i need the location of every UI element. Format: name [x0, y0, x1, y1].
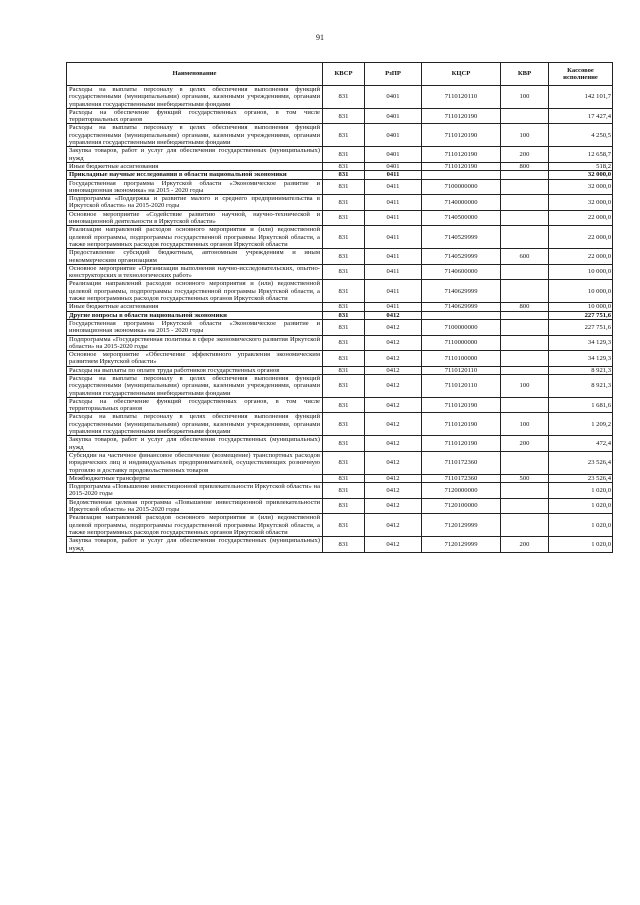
cell-kvr	[501, 195, 549, 211]
cell-kvr	[501, 179, 549, 195]
cell-name: Прикладные научные исследования в области национальной экономики	[67, 171, 323, 179]
cell-amount: 1 209,2	[549, 413, 613, 436]
cell-kvr: 800	[501, 303, 549, 311]
table-row	[67, 86, 613, 109]
cell-rzpr: 0411	[365, 303, 422, 311]
cell-amount: 17 427,4	[549, 108, 613, 124]
column-header-kvr: КВР	[501, 63, 549, 86]
cell-kvsr: 831	[323, 366, 365, 374]
cell-kvr	[501, 311, 549, 319]
table-header-row	[67, 63, 613, 86]
cell-name: Межбюджетные трансферты	[67, 474, 323, 482]
cell-kvr: 500	[501, 474, 549, 482]
budget-execution-table	[66, 62, 613, 553]
cell-kvsr: 831	[323, 124, 365, 147]
cell-name: Расходы на выплаты по оплате труда работников государственных органов	[67, 366, 323, 374]
cell-kcsr: 7120100000	[422, 498, 501, 514]
cell-rzpr: 0401	[365, 147, 422, 163]
table-row	[67, 311, 613, 319]
cell-amount: 23 526,4	[549, 474, 613, 482]
cell-amount: 23 526,4	[549, 451, 613, 474]
table-row	[67, 210, 613, 226]
cell-name: Расходы на выплаты персоналу в целях обеспечения выполнения функций государственными (муниципальными) органами, казенными учреждениями, органами управления государственными внебюджетными фондами	[67, 124, 323, 147]
cell-kvsr: 831	[323, 413, 365, 436]
cell-kcsr: 7110000000	[422, 335, 501, 351]
cell-kcsr: 7140629999	[422, 303, 501, 311]
cell-amount: 1 020,0	[549, 483, 613, 499]
cell-kcsr: 7100000000	[422, 179, 501, 195]
cell-kvsr: 831	[323, 397, 365, 413]
cell-name: Иные бюджетные ассигнования	[67, 303, 323, 311]
cell-kcsr: 7110120190	[422, 162, 501, 170]
cell-rzpr: 0411	[365, 226, 422, 249]
table-row	[67, 514, 613, 537]
cell-rzpr: 0412	[365, 451, 422, 474]
cell-kvsr: 831	[323, 514, 365, 537]
cell-kcsr: 7140600000	[422, 264, 501, 280]
table-row	[67, 280, 613, 303]
cell-kvr	[501, 498, 549, 514]
cell-rzpr: 0412	[365, 474, 422, 482]
cell-name: Ведомственная целевая программа «Повышение инвестиционной привлекательности Иркутской области» на 2015-2020 годы	[67, 498, 323, 514]
cell-kvr: 100	[501, 124, 549, 147]
cell-kvsr: 831	[323, 319, 365, 335]
cell-name: Основное мероприятие «Обеспечение эффективного управления экономическим развитием Иркутской области»	[67, 351, 323, 367]
cell-name: Расходы на обеспечение функций государственных органов, в том числе территориальных органов	[67, 397, 323, 413]
cell-amount: 32 000,0	[549, 195, 613, 211]
cell-name: Реализация направлений расходов основного мероприятия и (или) ведомственной целевой программы, подпрограммы государственной программы Иркутской области, а также непрограммных расходов государственных органов Иркутской области	[67, 514, 323, 537]
cell-amount: 1 681,6	[549, 397, 613, 413]
cell-kvr	[501, 451, 549, 474]
cell-name: Субсидии на частичное финансовое обеспечение (возмещение) транспортных расходов юридических лиц и индивидуальных предпринимателей, осуществляющих розничную торговлю и доставку продовольственных товаров	[67, 451, 323, 474]
table-row	[67, 436, 613, 452]
cell-kvsr: 831	[323, 264, 365, 280]
cell-kvsr: 831	[323, 226, 365, 249]
cell-name: Основное мероприятие «Содействие развитию научной, научно-технической и инновационной деятельности в Иркутской области»	[67, 210, 323, 226]
cell-kvsr: 831	[323, 351, 365, 367]
cell-rzpr: 0411	[365, 171, 422, 179]
cell-rzpr: 0412	[365, 413, 422, 436]
table-row	[67, 351, 613, 367]
cell-rzpr: 0412	[365, 498, 422, 514]
cell-rzpr: 0411	[365, 249, 422, 265]
cell-amount: 1 020,0	[549, 498, 613, 514]
cell-name: Государственная программа Иркутской области «Экономическое развитие и инновационная экономика» на 2015 - 2020 годы	[67, 179, 323, 195]
cell-kvr	[501, 280, 549, 303]
cell-rzpr: 0412	[365, 483, 422, 499]
cell-amount: 10 000,0	[549, 303, 613, 311]
table-row	[67, 249, 613, 265]
column-header-kcsr: КЦСР	[422, 63, 501, 86]
cell-kvr: 100	[501, 413, 549, 436]
cell-kcsr: 7110120110	[422, 366, 501, 374]
cell-kcsr: 7120000000	[422, 483, 501, 499]
cell-kvsr: 831	[323, 374, 365, 397]
cell-amount: 1 020,0	[549, 514, 613, 537]
cell-kvsr: 831	[323, 147, 365, 163]
column-header-rzpr: РзПР	[365, 63, 422, 86]
cell-kvsr: 831	[323, 280, 365, 303]
cell-kcsr: 7110120110	[422, 374, 501, 397]
cell-kvr: 100	[501, 374, 549, 397]
cell-amount: 4 250,5	[549, 124, 613, 147]
table-row	[67, 147, 613, 163]
cell-kvsr: 831	[323, 483, 365, 499]
cell-rzpr: 0411	[365, 264, 422, 280]
cell-kcsr: 7110172360	[422, 451, 501, 474]
cell-kvsr: 831	[323, 108, 365, 124]
cell-kcsr: 7140529999	[422, 226, 501, 249]
cell-rzpr: 0412	[365, 397, 422, 413]
cell-rzpr: 0412	[365, 335, 422, 351]
table-row	[67, 335, 613, 351]
cell-name: Подпрограмма «Государственная политика в сфере экономического развития Иркутской области» на 2015-2020 годы	[67, 335, 323, 351]
cell-amount: 1 020,0	[549, 537, 613, 553]
cell-kcsr: 7110120110	[422, 86, 501, 109]
cell-kvr	[501, 319, 549, 335]
cell-kvsr: 831	[323, 436, 365, 452]
page-number: 91	[316, 33, 324, 42]
cell-amount: 472,4	[549, 436, 613, 452]
cell-rzpr: 0401	[365, 108, 422, 124]
column-header-name: Наименование	[67, 63, 323, 86]
cell-amount: 22 000,0	[549, 249, 613, 265]
cell-amount: 22 000,0	[549, 210, 613, 226]
table-row	[67, 303, 613, 311]
cell-kvsr: 831	[323, 311, 365, 319]
cell-kvsr: 831	[323, 474, 365, 482]
cell-name: Подпрограмма «Повышение инвестиционной привлекательности Иркутской области» на 2015-2020 годы	[67, 483, 323, 499]
cell-kvsr: 831	[323, 537, 365, 553]
cell-kcsr: 7140629999	[422, 280, 501, 303]
cell-rzpr: 0412	[365, 514, 422, 537]
cell-kvr: 600	[501, 249, 549, 265]
cell-kcsr	[422, 311, 501, 319]
cell-kcsr: 7110120190	[422, 147, 501, 163]
table-row	[67, 498, 613, 514]
cell-rzpr: 0401	[365, 162, 422, 170]
table-row	[67, 451, 613, 474]
table-row	[67, 179, 613, 195]
cell-kcsr: 7140000000	[422, 195, 501, 211]
cell-name: Иные бюджетные ассигнования	[67, 162, 323, 170]
cell-name: Закупка товаров, работ и услуг для обеспечения государственных (муниципальных) нужд	[67, 436, 323, 452]
table-row	[67, 483, 613, 499]
cell-rzpr: 0412	[365, 366, 422, 374]
cell-amount: 10 000,0	[549, 264, 613, 280]
table-row	[67, 413, 613, 436]
cell-name: Закупка товаров, работ и услуг для обеспечения государственных (муниципальных) нужд	[67, 537, 323, 553]
cell-amount: 12 658,7	[549, 147, 613, 163]
cell-kvsr: 831	[323, 162, 365, 170]
table-row	[67, 162, 613, 170]
cell-kcsr: 7110172360	[422, 474, 501, 482]
cell-kvr	[501, 514, 549, 537]
table-row	[67, 195, 613, 211]
cell-rzpr: 0412	[365, 436, 422, 452]
cell-kcsr: 7140500000	[422, 210, 501, 226]
cell-amount: 32 000,0	[549, 171, 613, 179]
cell-kvsr: 831	[323, 195, 365, 211]
cell-name: Подпрограмма «Поддержка и развитие малого и среднего предпринимательства в Иркутской области» на 2015-2020 годы	[67, 195, 323, 211]
table-row	[67, 374, 613, 397]
cell-kvr	[501, 226, 549, 249]
cell-name: Расходы на обеспечение функций государственных органов, в том числе территориальных органов	[67, 108, 323, 124]
table-row	[67, 366, 613, 374]
cell-name: Другие вопросы в области национальной экономики	[67, 311, 323, 319]
cell-amount: 227 751,6	[549, 319, 613, 335]
table-row	[67, 537, 613, 553]
cell-rzpr: 0411	[365, 280, 422, 303]
cell-kcsr: 7100000000	[422, 319, 501, 335]
table-row	[67, 319, 613, 335]
cell-name: Расходы на выплаты персоналу в целях обеспечения выполнения функций государственными (муниципальными) органами, казенными учреждениями, органами управления государственными внебюджетными фондами	[67, 86, 323, 109]
cell-kvr	[501, 397, 549, 413]
cell-kvr: 800	[501, 162, 549, 170]
cell-name: Предоставление субсидий бюджетным, автономным учреждениям и иным некоммерческим организациям	[67, 249, 323, 265]
cell-kvsr: 831	[323, 498, 365, 514]
cell-kvr	[501, 108, 549, 124]
table-row	[67, 264, 613, 280]
cell-rzpr: 0412	[365, 351, 422, 367]
table-row	[67, 397, 613, 413]
cell-amount: 32 000,0	[549, 179, 613, 195]
cell-kvr: 100	[501, 86, 549, 109]
cell-amount: 8 921,3	[549, 374, 613, 397]
cell-amount: 8 921,3	[549, 366, 613, 374]
cell-kcsr: 7110120190	[422, 397, 501, 413]
cell-kcsr: 7110120190	[422, 124, 501, 147]
cell-rzpr: 0411	[365, 179, 422, 195]
cell-rzpr: 0401	[365, 124, 422, 147]
cell-kcsr: 7140529999	[422, 249, 501, 265]
cell-rzpr: 0411	[365, 210, 422, 226]
cell-kcsr	[422, 171, 501, 179]
cell-kvsr: 831	[323, 171, 365, 179]
cell-kvr	[501, 351, 549, 367]
cell-kvr	[501, 264, 549, 280]
cell-kvr	[501, 171, 549, 179]
cell-rzpr: 0411	[365, 195, 422, 211]
cell-amount: 22 000,0	[549, 226, 613, 249]
cell-name: Расходы на выплаты персоналу в целях обеспечения выполнения функций государственными (муниципальными) органами, казенными учреждениями, органами управления государственными внебюджетными фондами	[67, 413, 323, 436]
cell-kvsr: 831	[323, 249, 365, 265]
cell-rzpr: 0412	[365, 311, 422, 319]
column-header-kvsr: КВСР	[323, 63, 365, 86]
cell-rzpr: 0401	[365, 86, 422, 109]
cell-rzpr: 0412	[365, 537, 422, 553]
cell-kvr: 200	[501, 436, 549, 452]
cell-name: Государственная программа Иркутской области «Экономическое развитие и инновационная экономика» на 2015 - 2020 годы	[67, 319, 323, 335]
cell-kcsr: 7120129999	[422, 537, 501, 553]
cell-rzpr: 0412	[365, 374, 422, 397]
cell-kvsr: 831	[323, 86, 365, 109]
cell-name: Реализация направлений расходов основного мероприятия и (или) ведомственной целевой программы, подпрограммы государственной программы Иркутской области, а также непрограммных расходов государственных органов Иркутской области	[67, 280, 323, 303]
table-row	[67, 474, 613, 482]
table-body	[67, 86, 613, 553]
cell-amount: 518,2	[549, 162, 613, 170]
cell-name: Основное мероприятие «Организация выполнения научно-исследовательских, опытно-конструкторских и технологических работ»	[67, 264, 323, 280]
cell-kcsr: 7110120190	[422, 436, 501, 452]
cell-kcsr: 7110120190	[422, 413, 501, 436]
cell-kcsr: 7120129999	[422, 514, 501, 537]
cell-name: Расходы на выплаты персоналу в целях обеспечения выполнения функций государственными (муниципальными) органами, казенными учреждениями, органами управления государственными внебюджетными фондами	[67, 374, 323, 397]
cell-kvsr: 831	[323, 179, 365, 195]
cell-kvr: 200	[501, 537, 549, 553]
table-row	[67, 171, 613, 179]
table-row	[67, 226, 613, 249]
cell-name: Реализация направлений расходов основного мероприятия и (или) ведомственной целевой программы, подпрограммы государственной программы Иркутской области, а также непрограммных расходов государственных органов Иркутской области	[67, 226, 323, 249]
cell-kvsr: 831	[323, 451, 365, 474]
cell-kvsr: 831	[323, 335, 365, 351]
cell-name: Закупка товаров, работ и услуг для обеспечения государственных (муниципальных) нужд	[67, 147, 323, 163]
cell-amount: 10 000,0	[549, 280, 613, 303]
cell-kvr	[501, 366, 549, 374]
cell-kvr	[501, 483, 549, 499]
table-row	[67, 108, 613, 124]
cell-amount: 34 129,3	[549, 335, 613, 351]
column-header-amount: Кассовое исполнение	[549, 63, 613, 86]
cell-kcsr: 7110100000	[422, 351, 501, 367]
cell-amount: 142 101,7	[549, 86, 613, 109]
cell-amount: 34 129,3	[549, 351, 613, 367]
cell-rzpr: 0412	[365, 319, 422, 335]
cell-amount: 227 751,6	[549, 311, 613, 319]
cell-kvr: 200	[501, 147, 549, 163]
cell-kvsr: 831	[323, 210, 365, 226]
cell-kvr	[501, 210, 549, 226]
cell-kvr	[501, 335, 549, 351]
cell-kvsr: 831	[323, 303, 365, 311]
table-row	[67, 124, 613, 147]
cell-kcsr: 7110120190	[422, 108, 501, 124]
